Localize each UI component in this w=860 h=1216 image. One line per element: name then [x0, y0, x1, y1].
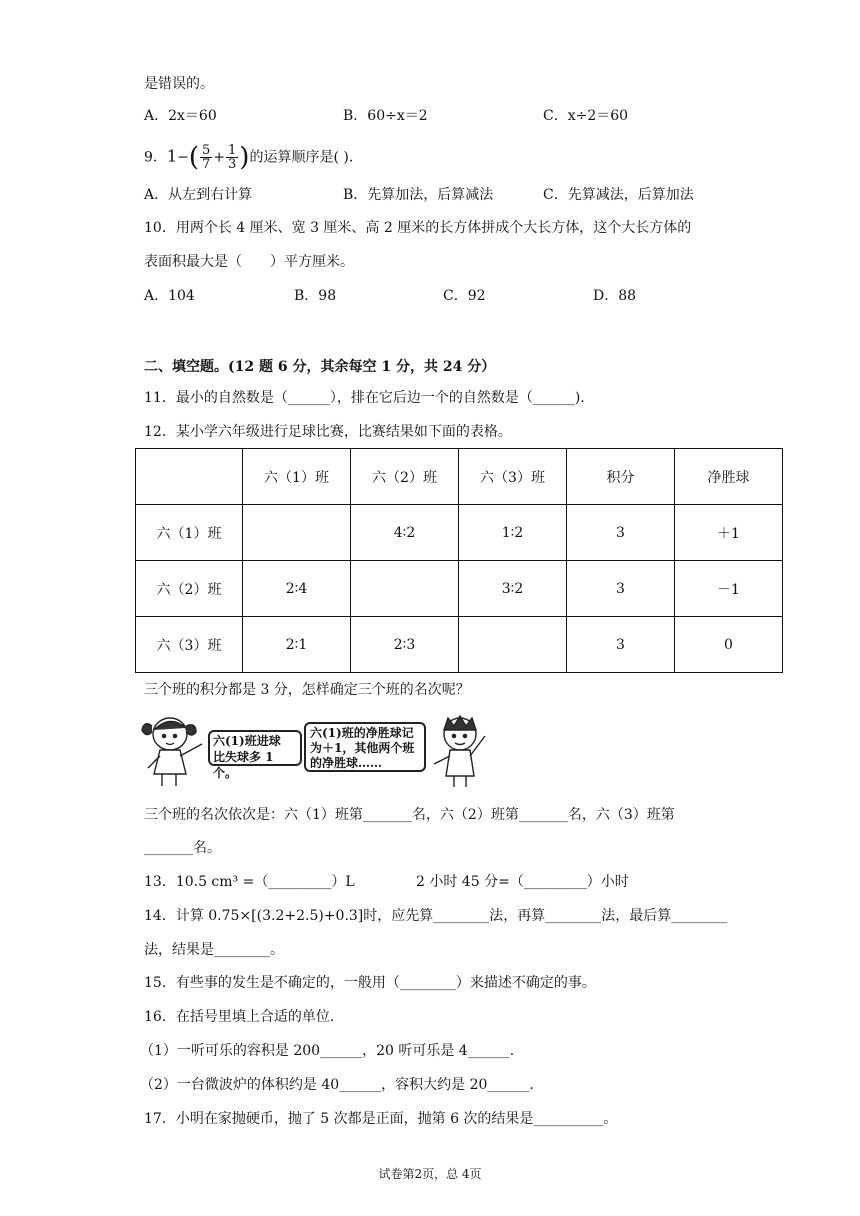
bubble-line: 为＋1，其他两个班: [310, 741, 415, 755]
q10-option-c: C．92: [443, 288, 486, 304]
q16-part-2: （2）一台微波炉的体积约是 40______，容积大约是 20______.: [140, 1077, 534, 1093]
table-row: [136, 505, 783, 561]
q16-part-1: （1）一听可乐的容积是 200______，20 听可乐是 4______.: [140, 1043, 515, 1059]
q8-option-a: A．2x＝60: [144, 108, 217, 124]
q10-line-2: 表面积最大是（ ）平方厘米。: [144, 254, 354, 270]
speech-bubble-girl: [208, 730, 302, 780]
results-table: [135, 448, 783, 673]
q8-option-b: B．60÷x＝2: [343, 108, 428, 124]
table-cell: [351, 561, 459, 617]
bubble-line: 六(1)班进球: [213, 734, 281, 748]
q10-line-1: 10．用两个长 4 厘米、宽 3 厘米、高 2 厘米的长方体拼成个大长方体，这个大长方体的: [144, 220, 692, 236]
table-header-row: [136, 449, 783, 505]
q9-plus: +: [213, 149, 226, 166]
q9-question: [144, 144, 353, 171]
q9-after: 的运算顺序是( ).: [249, 149, 354, 166]
table-cell: 六（1）班: [136, 505, 243, 561]
table-cell: 3∶2: [459, 561, 567, 617]
table-cell: 积分: [567, 449, 675, 505]
q8-tail-text: 是错误的。: [144, 76, 214, 92]
table-row: [136, 617, 783, 673]
table-cell: －1: [675, 561, 783, 617]
q11-text: 11．最小的自然数是（______），排在它后边一个的自然数是（______).: [144, 390, 585, 406]
q13-part-b: 2 小时 45 分=（_________）小时: [416, 874, 629, 890]
q14-line-2: 法，结果是________。: [144, 942, 284, 958]
bubble-line: 的净胜球……: [310, 756, 383, 770]
table-cell: 4∶2: [351, 505, 459, 561]
q12-answer-line-2: _______名。: [144, 840, 221, 856]
page-footer: 试卷第2页，总 4页: [378, 1167, 482, 1181]
table-row: [136, 561, 783, 617]
table-cell: 六（3）班: [136, 617, 243, 673]
q9-option-c: C．先算减法，后算加法: [543, 187, 694, 203]
table-cell: ＋1: [675, 505, 783, 561]
q9-option-a: A．从左到右计算: [144, 187, 253, 203]
q14-line-1: 14．计算 0.75×[(3.2+2.5)+0.3]时，应先算________法，再算________法，最后算________: [144, 908, 728, 924]
table-cell: 六（2）班: [136, 561, 243, 617]
table-cell: 净胜球: [675, 449, 783, 505]
table-cell: [459, 617, 567, 673]
table-cell: 六（2）班: [351, 449, 459, 505]
table-cell: 2∶4: [243, 561, 351, 617]
q10-option-b: B．98: [294, 288, 337, 304]
q16-text: 16．在括号里填上合适的单位.: [144, 1009, 335, 1025]
q9-minus: −: [177, 149, 189, 166]
q9-fraction-1: $\frac{5}{7}$: [202, 143, 211, 172]
q9-fraction-2: $\frac{1}{3}$: [228, 143, 237, 172]
table-cell: 0: [675, 617, 783, 673]
q9-open-paren: (: [188, 142, 199, 173]
table-cell: 3: [567, 617, 675, 673]
table-cell: 2∶1: [243, 617, 351, 673]
q10-option-a: A．104: [144, 288, 195, 304]
q10-option-d: D．88: [593, 288, 637, 304]
q9-one: 1: [166, 146, 178, 166]
table-cell: 1∶2: [459, 505, 567, 561]
table-cell: [243, 505, 351, 561]
q13-part-a: 13．10.5 cm³ =（_________）L: [144, 874, 355, 890]
q12-answer-line-1: 三个班的名次依次是：六（1）班第_______名，六（2）班第_______名，六（3）班第: [144, 807, 675, 823]
girl-figure-icon: [142, 718, 202, 786]
q9-close-paren: ): [239, 142, 250, 173]
table-cell: 3: [567, 505, 675, 561]
section-2-title: 二、填空题。(12 题 6 分，其余每空 1 分，共 24 分）: [144, 359, 496, 375]
boy-figure-icon: [434, 716, 485, 787]
q8-option-c: C．x÷2＝60: [543, 108, 629, 124]
q12-question: 三个班的积分都是 3 分，怎样确定三个班的名次呢？: [144, 682, 470, 698]
q17-text: 17．小明在家抛硬币，抛了 5 次都是正面，抛第 6 次的结果是__________。: [144, 1111, 618, 1127]
table-cell: 3: [567, 561, 675, 617]
bubble-line: 比失球多 1 个。: [213, 750, 274, 780]
table-cell: [136, 449, 243, 505]
table-cell: 六（3）班: [459, 449, 567, 505]
speech-bubble-boy: [304, 722, 426, 772]
bubble-line: 六(1)班的净胜球记: [310, 726, 414, 740]
table-cell: 2∶3: [351, 617, 459, 673]
q9-option-b: B．先算加法，后算减法: [343, 187, 494, 203]
table-cell: 六（1）班: [243, 449, 351, 505]
q12-text: 12．某小学六年级进行足球比赛，比赛结果如下面的表格。: [144, 424, 512, 440]
q9-number: 9．: [144, 149, 167, 166]
q15-text: 15．有些事的发生是不确定的，一般用（________）来描述不确定的事。: [144, 975, 596, 991]
